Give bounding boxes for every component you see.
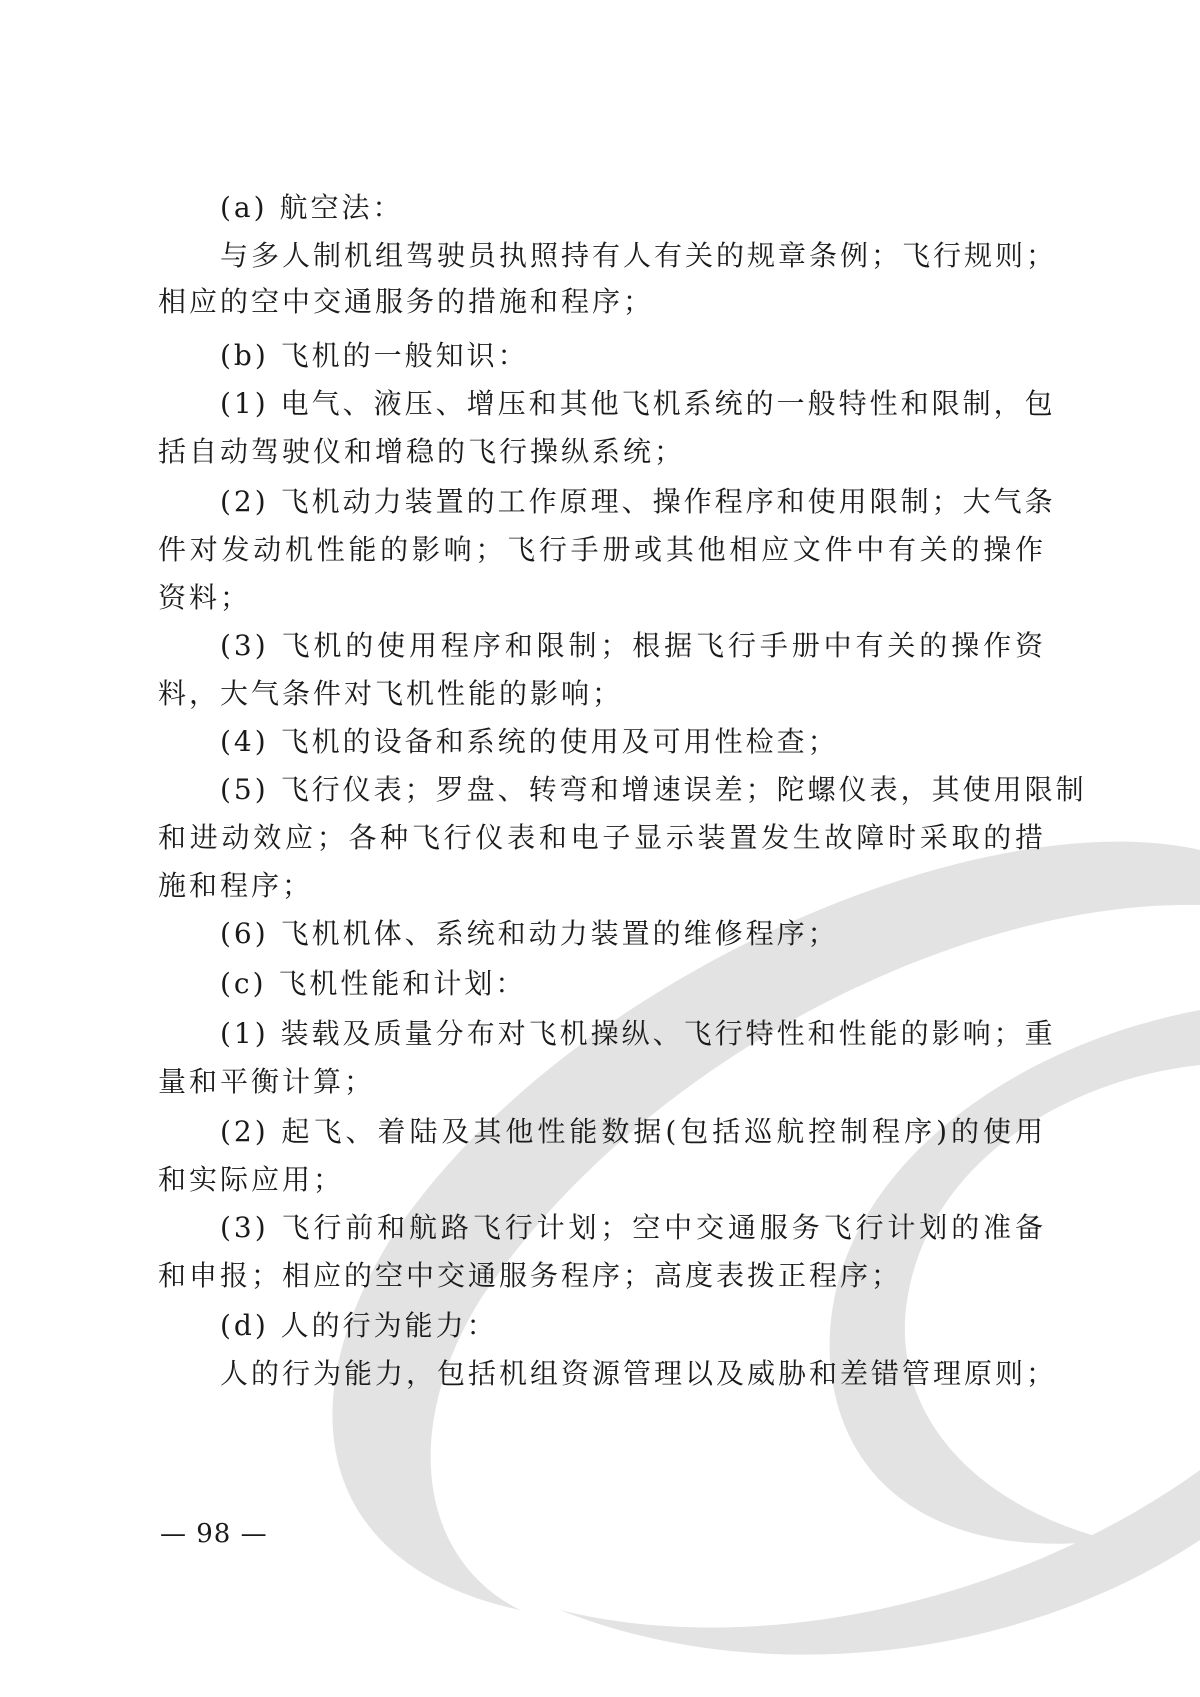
text-line: 括自动驾驶仪和增稳的飞行操纵系统； [158, 435, 686, 468]
text-line: (1) 装载及质量分布对飞机操纵、飞行特性和性能的影响；重 [220, 1017, 1056, 1050]
text-line: (2) 飞机动力装置的工作原理、操作程序和使用限制；大气条 [220, 485, 1056, 518]
section-b-heading: (b) 飞机的一般知识： [220, 339, 529, 372]
page-number: — 98 — [160, 1519, 268, 1549]
text-line: 和实际应用； [158, 1163, 345, 1196]
text-line: 和申报；相应的空中交通服务程序；高度表拨正程序； [158, 1259, 903, 1292]
text-line: 相应的空中交通服务的措施和程序； [158, 285, 655, 318]
text-line: 料，大气条件对飞机性能的影响； [158, 677, 624, 710]
text-line: 施和程序； [158, 869, 314, 902]
text-line: 量和平衡计算； [158, 1065, 376, 1098]
text-line: (5) 飞行仪表；罗盘、转弯和增速误差；陀螺仪表，其使用限制 [220, 773, 1087, 806]
text-line: (2) 起飞、着陆及其他性能数据(包括巡航控制程序)的使用 [220, 1115, 1046, 1148]
text-line: (1) 电气、液压、增压和其他飞机系统的一般特性和限制，包 [220, 387, 1056, 420]
text-line: 资料； [158, 581, 252, 614]
text-line: (6) 飞机机体、系统和动力装置的维修程序； [220, 917, 839, 950]
text-line: (4) 飞机的设备和系统的使用及可用性检查； [220, 725, 839, 758]
text-line: 和进动效应；各种飞行仪表和电子显示装置发生故障时采取的措 [158, 821, 1046, 854]
text-line: 与多人制机组驾驶员执照持有人有关的规章条例；飞行规则； [220, 239, 1058, 272]
text-line: (3) 飞机的使用程序和限制；根据飞行手册中有关的操作资 [220, 629, 1046, 662]
text-line: (3) 飞行前和航路飞行计划；空中交通服务飞行计划的准备 [220, 1211, 1046, 1244]
text-line: 件对发动机性能的影响；飞行手册或其他相应文件中有关的操作 [158, 533, 1046, 566]
section-a-heading: (a) 航空法： [220, 191, 404, 224]
section-c-heading: (c) 飞机性能和计划： [220, 967, 527, 1000]
text-line: 人的行为能力，包括机组资源管理以及威胁和差错管理原则； [220, 1357, 1058, 1390]
section-d-heading: (d) 人的行为能力： [220, 1309, 498, 1342]
